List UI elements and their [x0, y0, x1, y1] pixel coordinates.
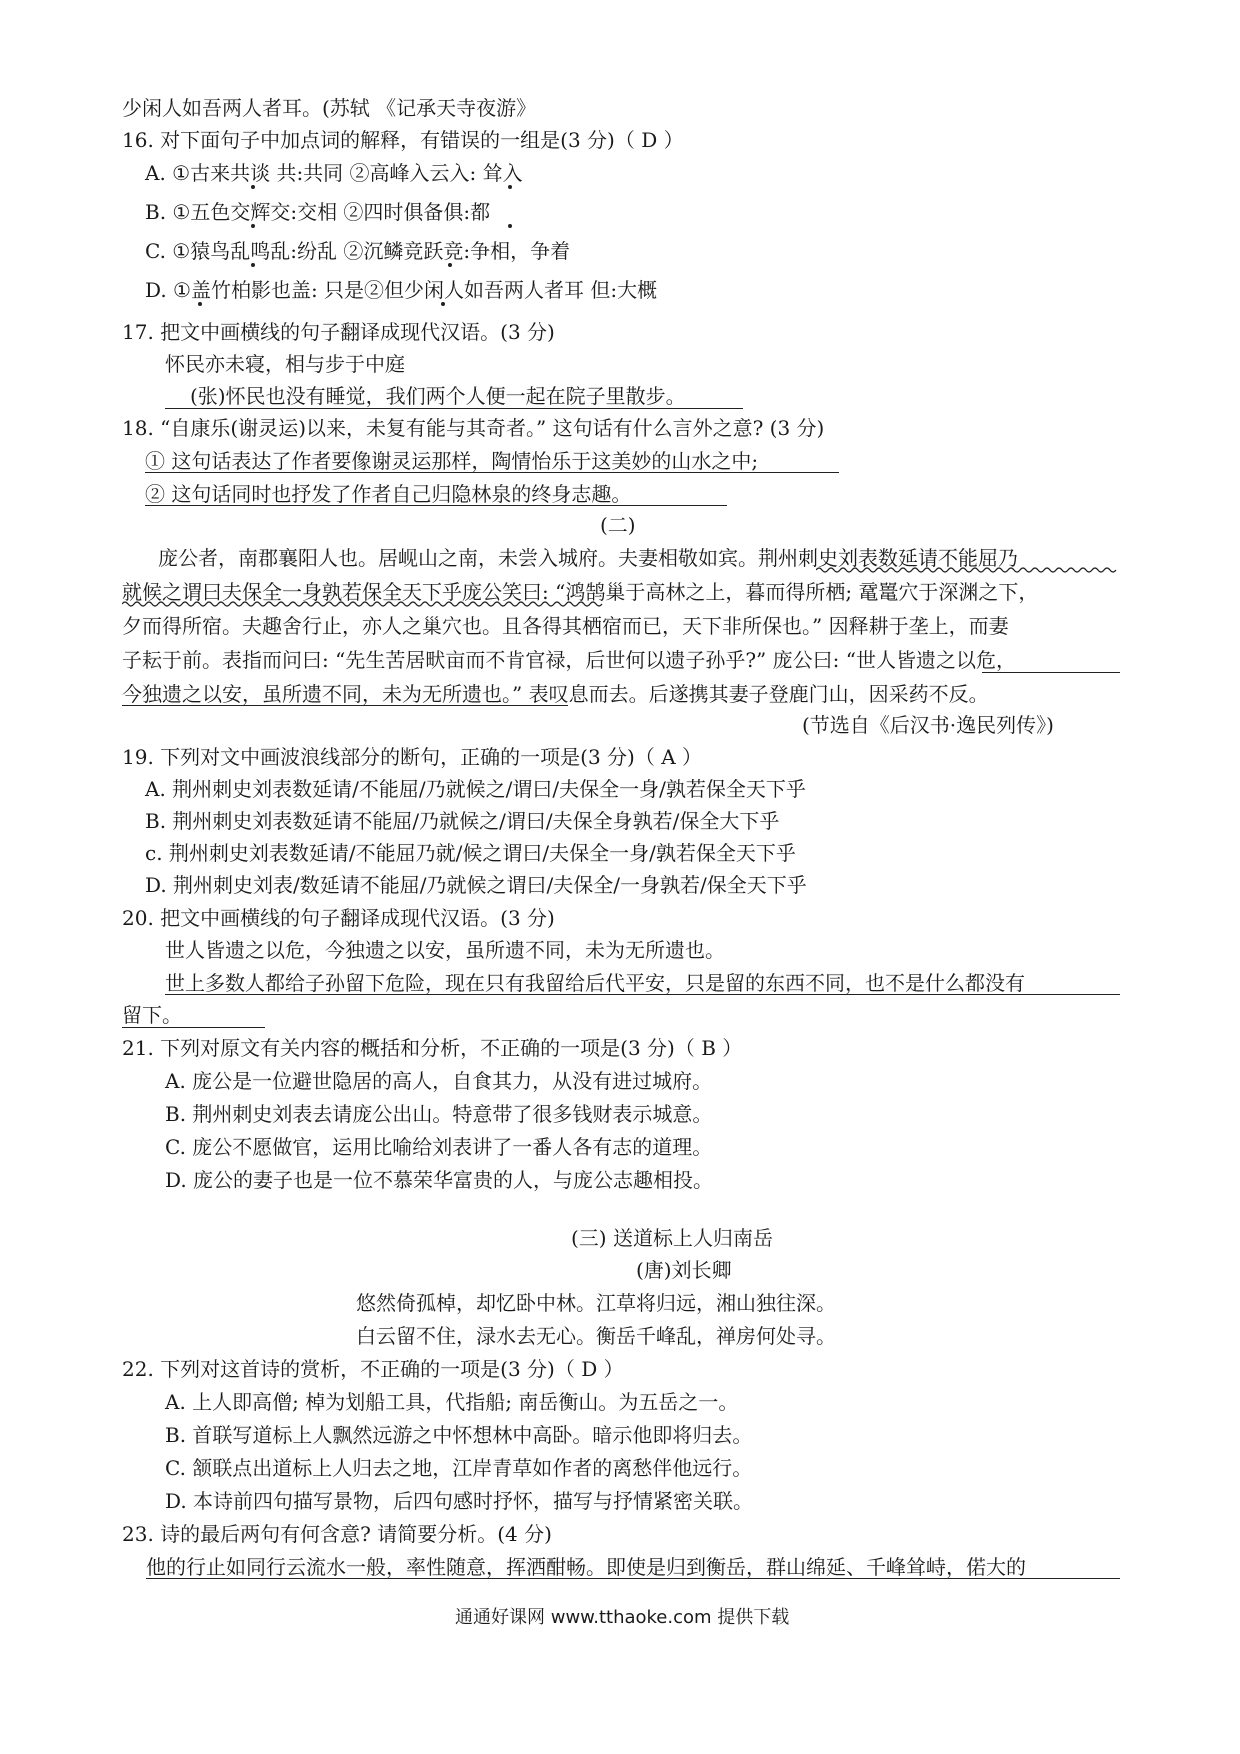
passage-line: 就候之谓曰夫保全一身孰若保全天下乎庞公笑曰: “鸿鹄巢于高林之上，暮而得所栖; 鼋鼍穴于深渊之下，	[122, 580, 1039, 604]
question-21: 21. 下列对原文有关内容的概括和分析，不正确的一项是(3 分)（ B ）	[122, 1036, 743, 1060]
quote-line: 怀民亦未寝，相与步于中庭	[165, 352, 405, 376]
poem-author: (唐)刘长卿	[636, 1258, 732, 1282]
answer-underline	[146, 1578, 1120, 1579]
option-a: A. ①古来共谈 共:共同 ②高峰入云入: 耸入	[145, 161, 523, 185]
option-d: D. 荆州刺史刘表/数延请不能屈/乃就候之谓曰/夫保全/一身孰若/保全天下乎	[145, 873, 807, 897]
emphasis-dot	[508, 185, 512, 189]
question-22: 22. 下列对这首诗的赏析，不正确的一项是(3 分)（ D ）	[122, 1357, 624, 1381]
option-c: C. ①猿鸟乱鸣乱:纷乱 ②沉鳞竞跃竞:争相，争着	[145, 239, 571, 263]
answer-underline	[165, 994, 1120, 995]
emphasis-dot	[448, 263, 452, 267]
passage-line: 夕而得所宿。夫趣舍行止，亦人之巢穴也。且各得其栖宿而已，天下非所保也。” 因释耕于垄上，而妻	[122, 614, 1009, 638]
emphasis-dot	[508, 224, 512, 228]
question-18: 18. “自康乐(谢灵运)以来，未复有能与其奇者。” 这句话有什么言外之意? (3 分)	[122, 416, 825, 440]
option-a: A. 荆州刺史刘表数延请/不能屈/乃就候之/谓曰/夫保全一身/孰若保全天下乎	[145, 777, 806, 801]
question-20: 20. 把文中画横线的句子翻译成现代汉语。(3 分)	[122, 906, 555, 930]
wavy-underline	[122, 600, 604, 608]
emphasis-dot	[251, 185, 255, 189]
passage-line: 今独遗之以安，虽所遗不同，未为无所遗也。” 表叹息而去。后遂携其妻子登鹿门山，因采药不反。	[122, 682, 989, 706]
answer-underline	[145, 505, 727, 506]
option-a: A. 上人即高僧; 棹为划船工具，代指船; 南岳衡山。为五岳之一。	[165, 1390, 739, 1414]
answer-underline	[165, 408, 743, 409]
question-23: 23. 诗的最后两句有何含意? 请简要分析。(4 分)	[122, 1522, 552, 1546]
option-a: A. 庞公是一位避世隐居的高人，自食其力，从没有进过城府。	[165, 1069, 713, 1093]
question-19: 19. 下列对文中画波浪线部分的断句，正确的一项是(3 分)（ A ）	[122, 745, 703, 769]
option-d: D. 本诗前四句描写景物，后四句感时抒怀，描写与抒情紧密关联。	[165, 1489, 754, 1513]
option-b: B. 首联写道标上人飘然远游之中怀想林中高卧。暗示他即将归去。	[165, 1423, 753, 1447]
option-b: B. 荆州刺史刘表数延请不能屈/乃就候之/谓曰/夫保全身孰若/保全大下乎	[145, 809, 780, 833]
quote-line: 世人皆遗之以危，今独遗之以安，虽所遗不同，未为无所遗也。	[165, 938, 725, 962]
answer-20-cont: 留下。	[122, 1003, 182, 1027]
sentence-underline	[982, 672, 1120, 673]
passage-line: 子耘于前。表指而问曰: “先生苦居畎亩而不肯官禄，后世何以遗子孙乎?” 庞公曰: “世人皆遗之以危，	[122, 648, 1016, 672]
text-line: 少闲人如吾两人者耳。(苏轼 《记承天寺夜游》	[122, 96, 537, 120]
section-heading-2: (二)	[600, 513, 636, 537]
passage-line: 庞公者，南郡襄阳人也。居岘山之南，未尝入城府。夫妻相敬如宾。荆州刺史刘表数延请不能屈乃	[158, 546, 1018, 570]
sentence-underline	[122, 705, 568, 706]
option-d: D. 庞公的妻子也是一位不慕荣华富贵的人，与庞公志趣相投。	[165, 1168, 714, 1192]
footer-credit: 通通好课网 www.tthaoke.com 提供下载	[455, 1607, 790, 1628]
answer-18-1: ① 这句话表达了作者要像谢灵运那样，陶情怡乐于这美妙的山水之中;	[145, 449, 759, 473]
wavy-underline	[816, 566, 1121, 574]
source-citation: (节选自《后汉书·逸民列传》)	[802, 713, 1054, 737]
option-b: B. 荆州刺史刘表去请庞公出山。特意带了很多钱财表示城意。	[165, 1102, 713, 1126]
answer-underline	[122, 1027, 265, 1028]
answer-20: 世上多数人都给子孙留下危险，现在只有我留给后代平安，只是留的东西不同，也不是什么都没有	[165, 971, 1025, 995]
emphasis-dot	[251, 224, 255, 228]
option-c: c. 荆州刺史刘表数延请/不能屈乃就/候之谓曰/夫保全一身/孰若保全天下乎	[145, 841, 796, 865]
option-d: D. ①盖竹柏影也盖: 只是②但少闲人如吾两人者耳 但:大概	[145, 278, 658, 302]
option-c: C. 庞公不愿做官，运用比喻给刘表讲了一番人各有志的道理。	[165, 1135, 713, 1159]
emphasis-dot	[251, 263, 255, 267]
answer-18-2: ② 这句话同时也抒发了作者自己归隐林泉的终身志趣。	[145, 482, 632, 506]
answer-17: (张)怀民也没有睡觉，我们两个人便一起在院子里散步。	[190, 384, 686, 408]
question-17: 17. 把文中画横线的句子翻译成现代汉语。(3 分)	[122, 320, 555, 344]
option-c: C. 颔联点出道标上人归去之地，江岸青草如作者的离愁伴他远行。	[165, 1456, 753, 1480]
emphasis-dot	[198, 302, 202, 306]
answer-underline	[145, 472, 839, 473]
poem-line: 悠然倚孤棹，却忆卧中林。江草将归远，湘山独往深。	[356, 1291, 836, 1315]
answer-23: 他的行止如同行云流水一般，率性随意，挥洒酣畅。即使是归到衡岳，群山绵延、千峰耸峙，偌大的	[146, 1555, 1026, 1579]
question-16: 16. 对下面句子中加点词的解释，有错误的一组是(3 分)（ D ）	[122, 128, 684, 152]
emphasis-dot	[441, 302, 445, 306]
poem-line: 白云留不住，渌水去无心。衡岳千峰乱，禅房何处寻。	[356, 1324, 836, 1348]
option-b: B. ①五色交辉交:交相 ②四时俱备俱:都	[145, 200, 491, 224]
section-heading-3: (三) 送道标上人归南岳	[571, 1226, 773, 1250]
